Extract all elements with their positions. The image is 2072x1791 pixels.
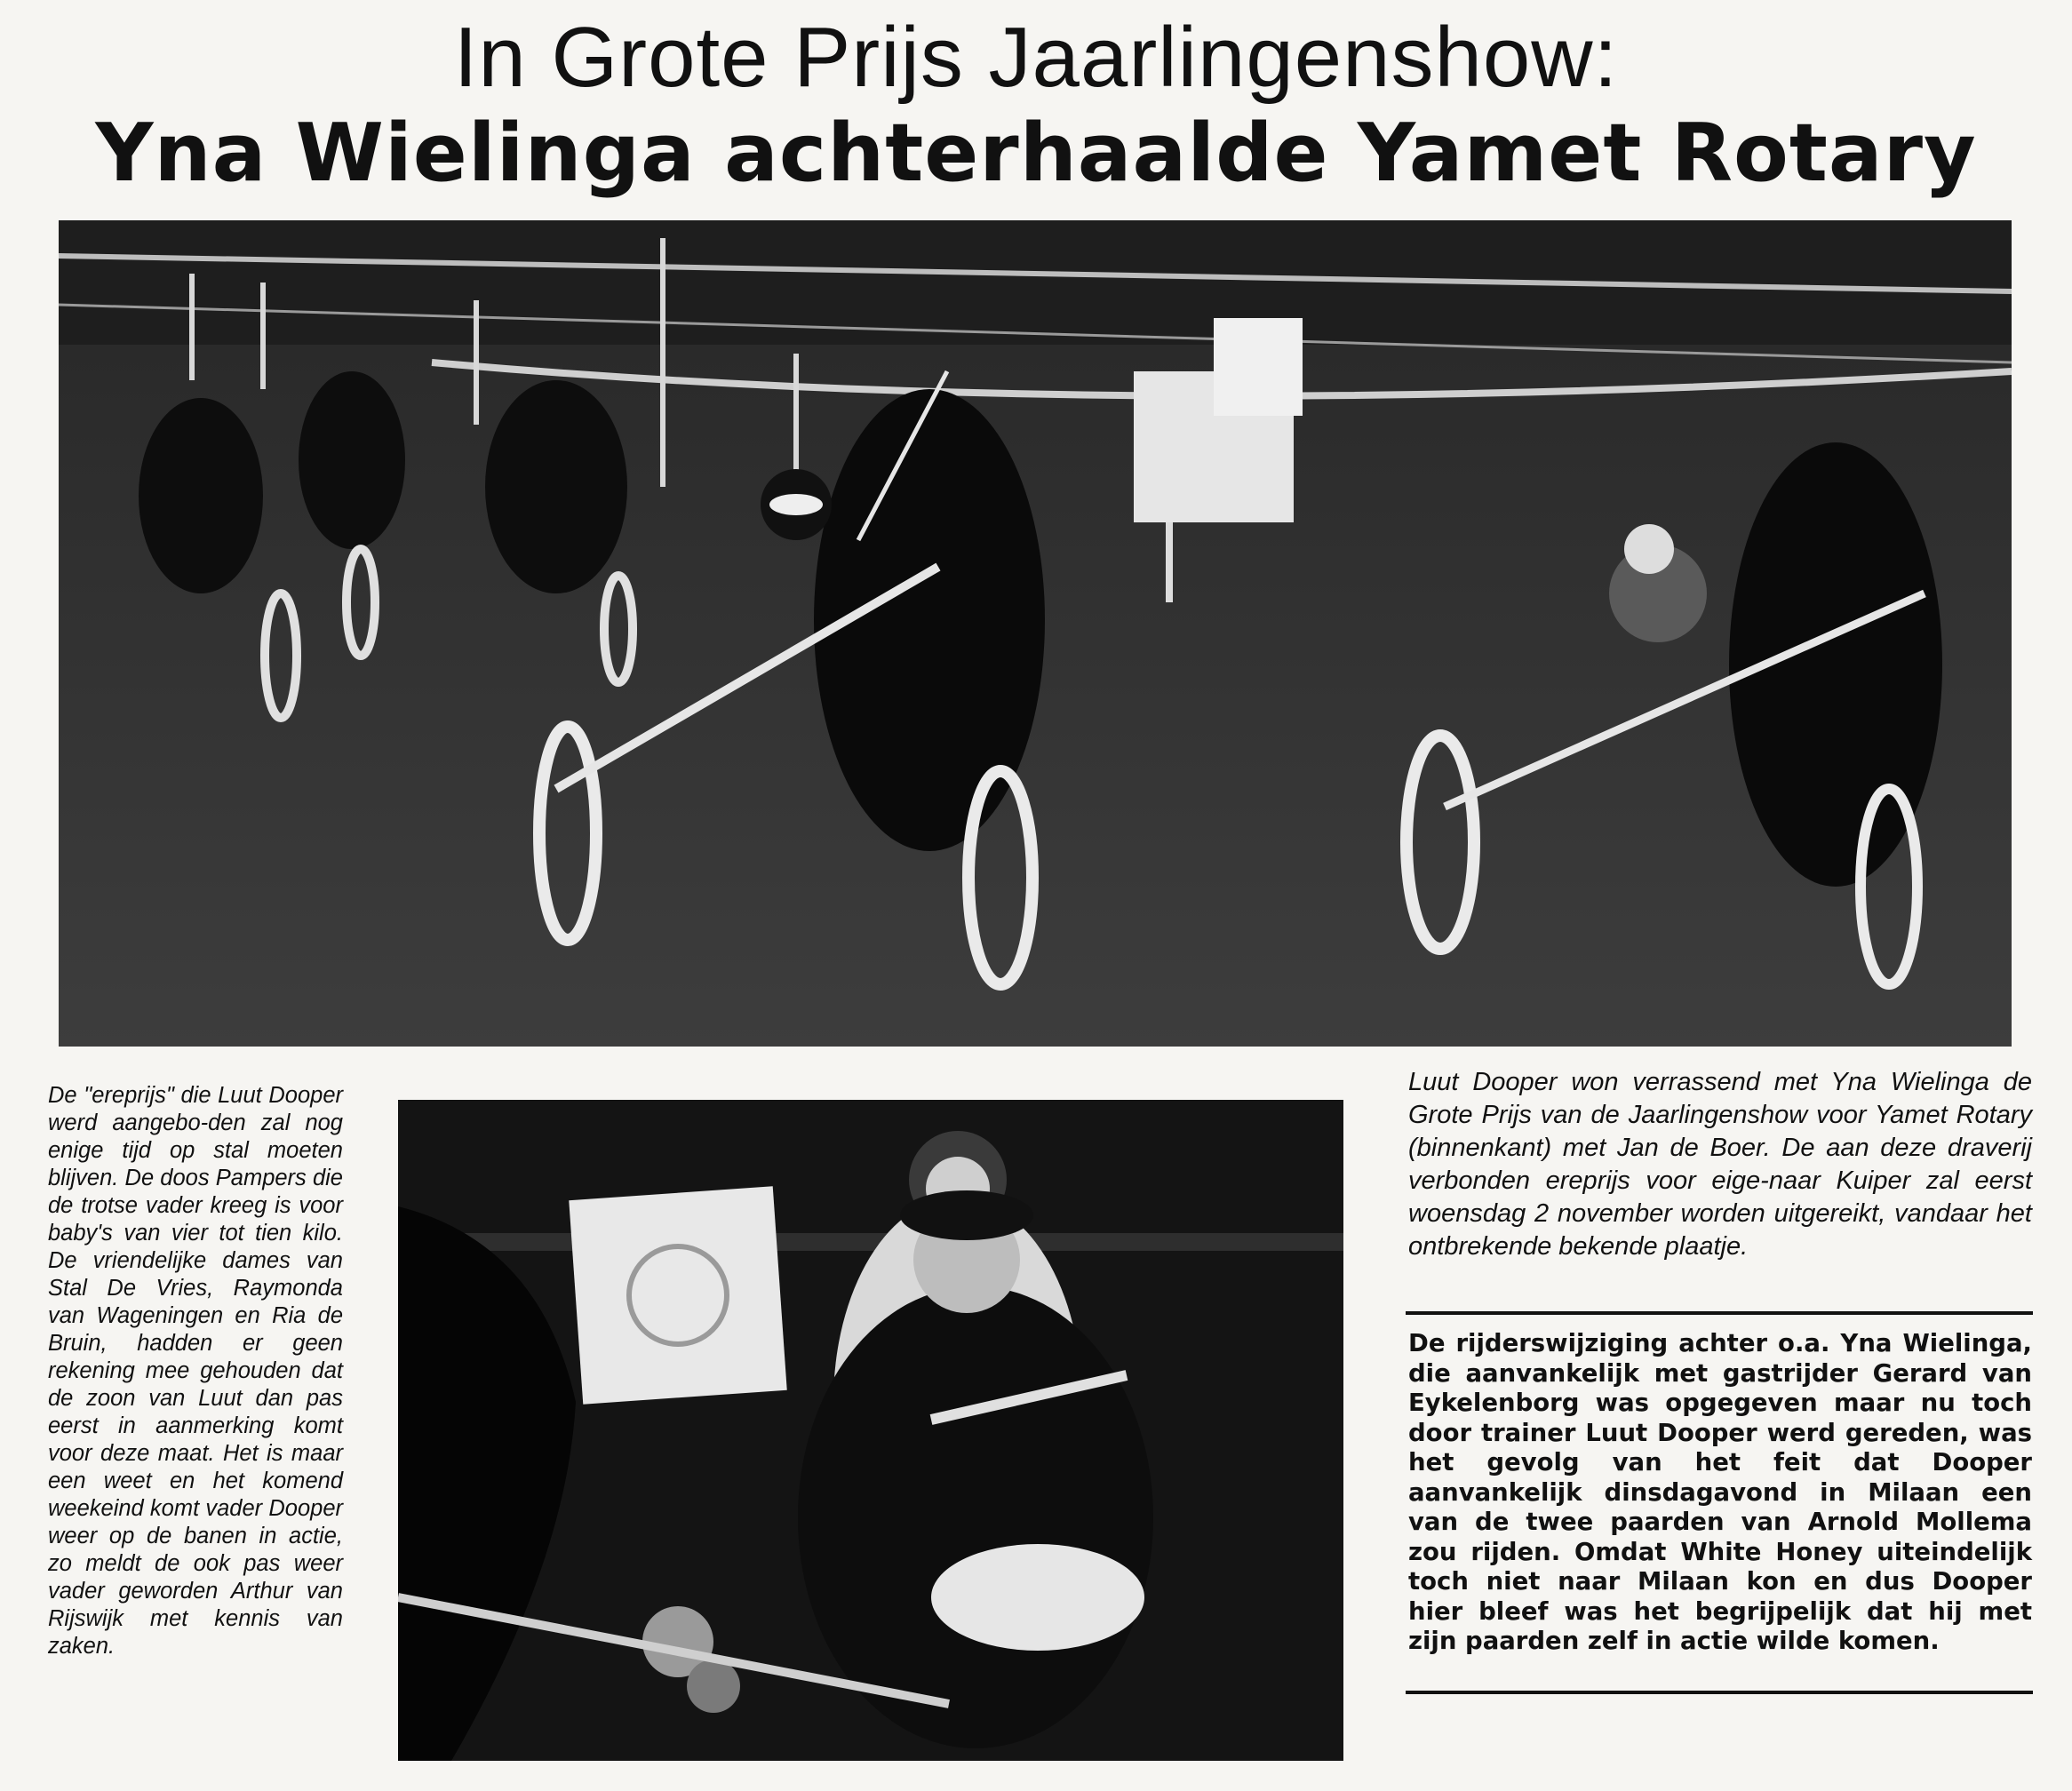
news-brief: De rijderswijziging achter o.a. Yna Wielinga, die aanvankelijk met gastrijder Gerard van Eykelenborg was opgegeven maar nu toch door trainer Luut Dooper werd gereden, was het gevolg van het feit dat Dooper aanvankelijk dinsdagavond in Milaan een van de twee paarden van Arnold Mollema zou rijden. Omdat White Honey uiteindelijk toch niet naar Milaan kon en dus Dooper hier bleef was het begrijpelijk dat hij met zijn paarden zelf in actie wilde komen. [1408,1329,2032,1655]
divider-bottom [1406,1691,2033,1694]
race-photo-caption: Luut Dooper won verrassend met Yna Wielinga de Grote Prijs van de Jaarlingenshow voor Yamet Rotary (binnenkant) met Jan de Boer. De aan deze draverij verbonden ereprijs voor eige-naar Kuiper zal eerst woensdag 2 november worden uitgereikt, vandaar het ontbrekende bekende plaatje. [1408,1068,2032,1261]
divider-top [1406,1311,2033,1315]
article-kicker: In Grote Prijs Jaarlingenshow: [453,10,1619,105]
article-headline: Yna Wielinga achterhaalde Yamet Rotary [95,107,1977,200]
left-caption: De "ereprijs" die Luut Dooper werd aangebo-den zal nog enige tijd op stal moeten blijven. De doos Pampers die de trotse vader kreeg is voor baby's van vier tot tien kilo. De vriendelijke dames van Stal De Vries, Raymonda van Wageningen en Ria de Bruin, hadden er geen rekening mee gehouden dat de zoon van Luut dan pas eerst in aanmerking komt voor deze maat. Het is maar een weet en het komend weekeind komt vader Dooper weer op de banen in actie, zo meldt de ook pas weer vader geworden Arthur van Rijswijk met kennis van zaken. [48,1083,343,1659]
winner-portrait-photo [398,1100,1343,1761]
race-photo [59,220,2012,1047]
